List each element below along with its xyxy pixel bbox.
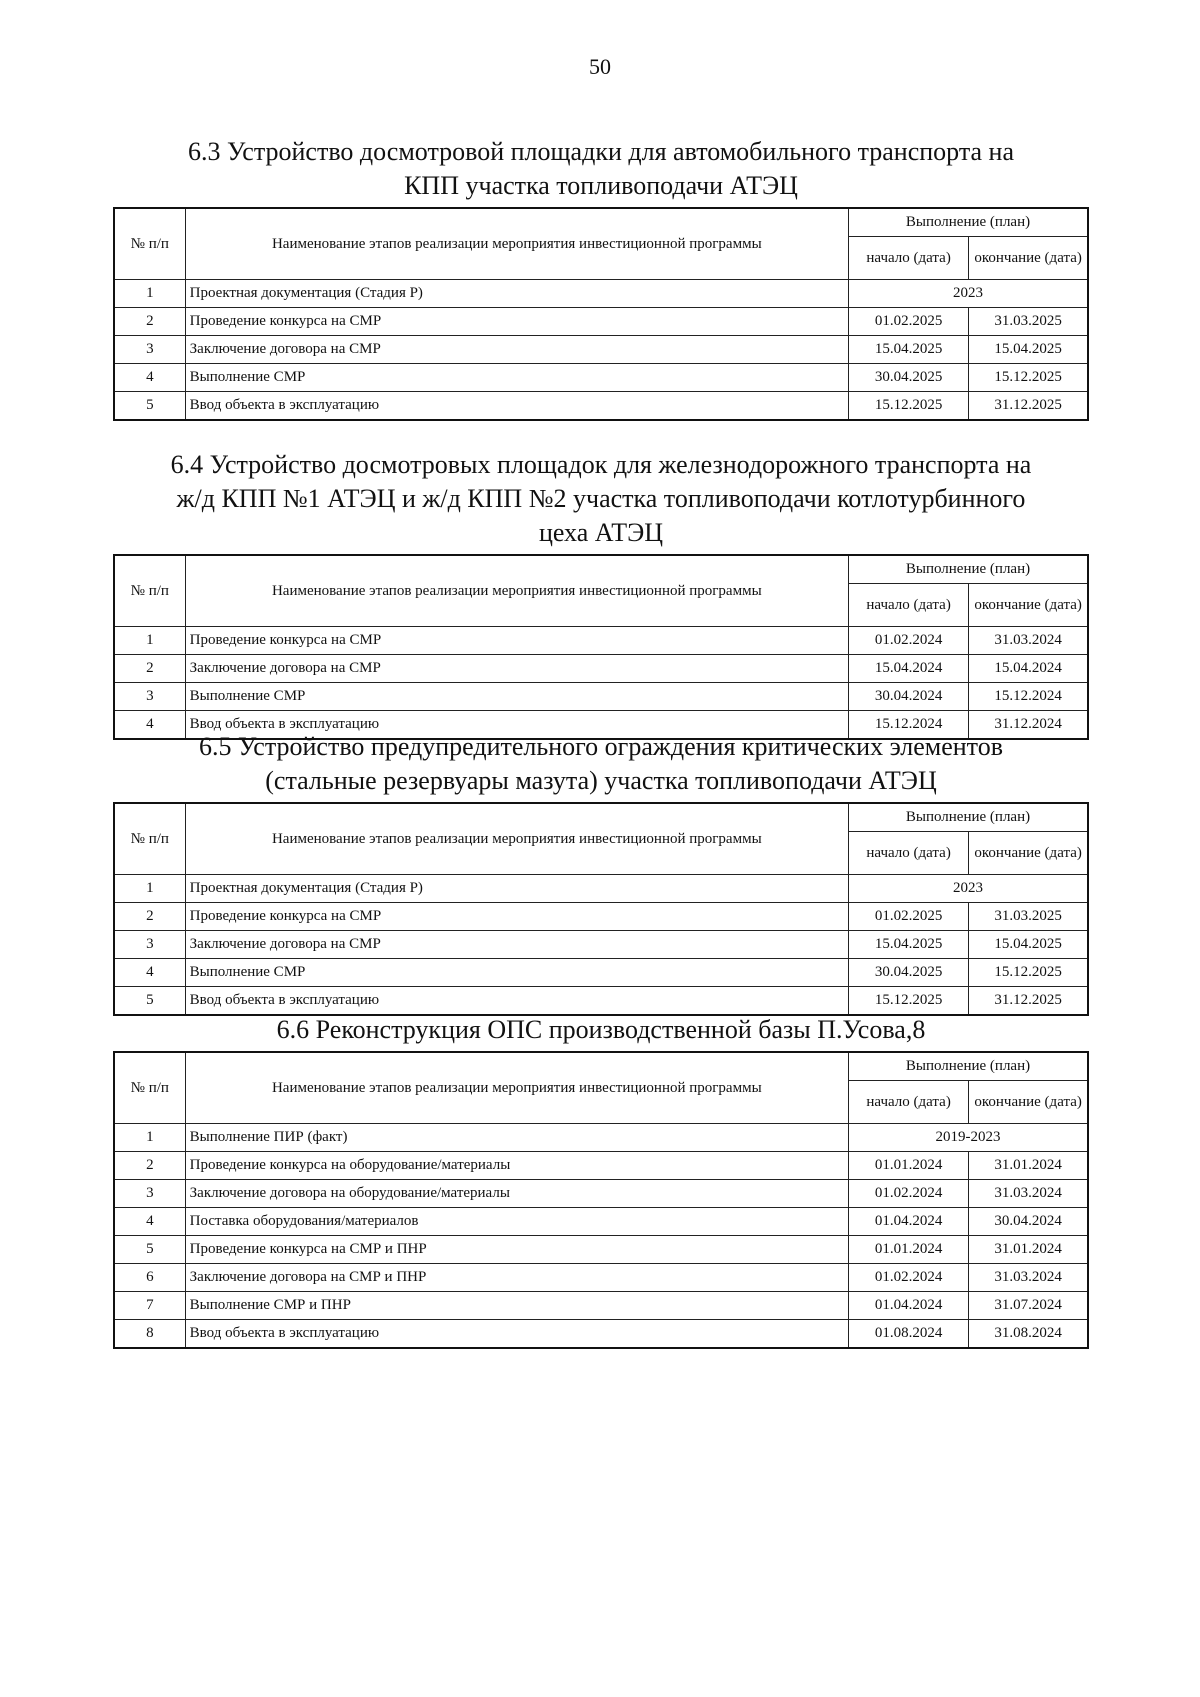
row-start-date: 15.04.2025 (848, 336, 968, 364)
section-title: 6.3 Устройство досмотровой площадки для автомобильного транспорта на КПП участка топливоподачи АТЭЦ (188, 137, 1014, 200)
row-name: Проведение конкурса на СМР (185, 627, 848, 655)
section-title: 6.6 Реконструкция ОПС производственной базы П.Усова,8 (276, 1015, 926, 1044)
row-number: 5 (114, 1236, 185, 1264)
row-end-date: 15.04.2024 (969, 655, 1088, 683)
row-start-date: 01.02.2025 (848, 308, 968, 336)
row-end-date: 15.04.2025 (969, 931, 1088, 959)
row-name: Заключение договора на СМР (185, 655, 848, 683)
header-end: окончание (дата) (969, 1081, 1088, 1124)
row-start-date: 15.04.2024 (848, 655, 968, 683)
header-start: начало (дата) (848, 1081, 968, 1124)
row-name: Выполнение СМР (185, 364, 848, 392)
row-name: Заключение договора на оборудование/материалы (185, 1180, 848, 1208)
row-end-date: 31.07.2024 (969, 1292, 1088, 1320)
row-number: 6 (114, 1264, 185, 1292)
row-name: Заключение договора на СМР и ПНР (185, 1264, 848, 1292)
table-row (114, 1180, 1088, 1208)
table-row (114, 1320, 1088, 1349)
row-end-date: 31.01.2024 (969, 1152, 1088, 1180)
header-row (114, 803, 1088, 832)
table-row (114, 959, 1088, 987)
row-number: 4 (114, 364, 185, 392)
row-number: 3 (114, 336, 185, 364)
row-end-date: 31.12.2025 (969, 987, 1088, 1016)
section-1 (113, 135, 1089, 421)
section-title: 6.5 Устройство предупредительного ограждения критических элементов (стальные резервуары мазута) участка топливоподачи АТЭЦ (199, 732, 1003, 795)
row-end-date: 31.03.2025 (969, 308, 1088, 336)
row-start-date: 01.02.2025 (848, 903, 968, 931)
table-row (114, 1292, 1088, 1320)
header-row (114, 555, 1088, 584)
row-end-date: 31.03.2025 (969, 903, 1088, 931)
row-end-date: 15.12.2024 (969, 683, 1088, 711)
section-4 (113, 1013, 1089, 1349)
schedule-table (113, 1051, 1089, 1349)
row-number: 2 (114, 1152, 185, 1180)
row-number: 7 (114, 1292, 185, 1320)
section-3 (113, 730, 1089, 1016)
header-execution: Выполнение (план) (848, 208, 1088, 237)
row-start-date: 15.04.2025 (848, 931, 968, 959)
row-number: 1 (114, 627, 185, 655)
row-start-date: 30.04.2025 (848, 364, 968, 392)
row-name: Проведение конкурса на СМР (185, 903, 848, 931)
table-row (114, 875, 1088, 903)
table-row (114, 1236, 1088, 1264)
section-title: 6.4 Устройство досмотровых площадок для железнодорожного транспорта на ж/д КПП №1 АТЭЦ и ж/д КПП №2 участка топливоподачи котлотурбинного цеха АТЭЦ (170, 450, 1032, 547)
row-number: 4 (114, 1208, 185, 1236)
row-number: 3 (114, 931, 185, 959)
row-end-date: 15.12.2025 (969, 364, 1088, 392)
table-row (114, 1264, 1088, 1292)
header-execution: Выполнение (план) (848, 803, 1088, 832)
section-2 (113, 448, 1089, 740)
row-start-date: 01.04.2024 (848, 1292, 968, 1320)
table-header (114, 208, 1088, 280)
table-body (114, 627, 1088, 740)
row-start-date: 01.02.2024 (848, 1180, 968, 1208)
row-end-date: 31.12.2025 (969, 392, 1088, 421)
row-name: Проведение конкурса на оборудование/материалы (185, 1152, 848, 1180)
row-name: Выполнение ПИР (факт) (185, 1124, 848, 1152)
schedule-table (113, 207, 1089, 421)
row-number: 3 (114, 1180, 185, 1208)
row-period: 2023 (848, 875, 1088, 903)
row-name: Заключение договора на СМР (185, 931, 848, 959)
row-name: Выполнение СМР (185, 959, 848, 987)
page-number: 50 (589, 54, 611, 79)
header-name: Наименование этапов реализации мероприятия инвестиционной программы (185, 555, 848, 627)
table-row (114, 308, 1088, 336)
table-body (114, 1124, 1088, 1349)
row-end-date: 31.01.2024 (969, 1236, 1088, 1264)
table-header (114, 555, 1088, 627)
row-number: 5 (114, 987, 185, 1016)
row-start-date: 15.12.2025 (848, 392, 968, 421)
header-start: начало (дата) (848, 237, 968, 280)
row-start-date: 01.04.2024 (848, 1208, 968, 1236)
table-row (114, 364, 1088, 392)
row-end-date: 15.12.2025 (969, 959, 1088, 987)
row-number: 1 (114, 280, 185, 308)
table-row (114, 627, 1088, 655)
table-row (114, 903, 1088, 931)
header-row (114, 208, 1088, 237)
row-name: Проведение конкурса на СМР и ПНР (185, 1236, 848, 1264)
row-name: Ввод объекта в эксплуатацию (185, 392, 848, 421)
header-name: Наименование этапов реализации мероприятия инвестиционной программы (185, 803, 848, 875)
table-row (114, 931, 1088, 959)
header-num: № п/п (114, 1052, 185, 1124)
row-name: Проектная документация (Стадия Р) (185, 875, 848, 903)
row-start-date: 15.12.2024 (848, 711, 968, 740)
row-name: Заключение договора на СМР (185, 336, 848, 364)
row-number: 4 (114, 959, 185, 987)
row-start-date: 01.02.2024 (848, 1264, 968, 1292)
row-end-date: 31.03.2024 (969, 1264, 1088, 1292)
table-row (114, 1208, 1088, 1236)
row-name: Выполнение СМР (185, 683, 848, 711)
row-end-date: 31.08.2024 (969, 1320, 1088, 1349)
schedule-table (113, 554, 1089, 740)
row-number: 1 (114, 1124, 185, 1152)
row-name: Проектная документация (Стадия Р) (185, 280, 848, 308)
row-number: 1 (114, 875, 185, 903)
row-start-date: 01.02.2024 (848, 627, 968, 655)
header-start: начало (дата) (848, 832, 968, 875)
header-row (114, 1052, 1088, 1081)
row-start-date: 30.04.2025 (848, 959, 968, 987)
row-name: Ввод объекта в эксплуатацию (185, 987, 848, 1016)
row-end-date: 31.03.2024 (969, 1180, 1088, 1208)
row-start-date: 15.12.2025 (848, 987, 968, 1016)
row-number: 4 (114, 711, 185, 740)
header-start: начало (дата) (848, 584, 968, 627)
schedule-table (113, 802, 1089, 1016)
table-row (114, 1152, 1088, 1180)
row-name: Проведение конкурса на СМР (185, 308, 848, 336)
row-end-date: 15.04.2025 (969, 336, 1088, 364)
row-name: Поставка оборудования/материалов (185, 1208, 848, 1236)
table-row (114, 392, 1088, 421)
row-end-date: 31.03.2024 (969, 627, 1088, 655)
row-name: Ввод объекта в эксплуатацию (185, 1320, 848, 1349)
header-name: Наименование этапов реализации мероприятия инвестиционной программы (185, 208, 848, 280)
row-number: 5 (114, 392, 185, 421)
header-execution: Выполнение (план) (848, 1052, 1088, 1081)
row-name: Ввод объекта в эксплуатацию (185, 711, 848, 740)
row-number: 3 (114, 683, 185, 711)
row-start-date: 01.08.2024 (848, 1320, 968, 1349)
header-end: окончание (дата) (969, 584, 1088, 627)
table-row (114, 336, 1088, 364)
table-header (114, 1052, 1088, 1124)
row-period: 2019-2023 (848, 1124, 1088, 1152)
header-num: № п/п (114, 208, 185, 280)
row-end-date: 30.04.2024 (969, 1208, 1088, 1236)
table-row (114, 1124, 1088, 1152)
header-end: окончание (дата) (969, 237, 1088, 280)
table-row (114, 987, 1088, 1016)
row-name: Выполнение СМР и ПНР (185, 1292, 848, 1320)
header-num: № п/п (114, 803, 185, 875)
table-row (114, 655, 1088, 683)
row-number: 2 (114, 903, 185, 931)
header-end: окончание (дата) (969, 832, 1088, 875)
row-number: 8 (114, 1320, 185, 1349)
header-execution: Выполнение (план) (848, 555, 1088, 584)
row-period: 2023 (848, 280, 1088, 308)
header-name: Наименование этапов реализации мероприятия инвестиционной программы (185, 1052, 848, 1124)
table-body (114, 875, 1088, 1016)
table-row (114, 683, 1088, 711)
header-num: № п/п (114, 555, 185, 627)
table-row (114, 280, 1088, 308)
table-header (114, 803, 1088, 875)
row-start-date: 30.04.2024 (848, 683, 968, 711)
row-start-date: 01.01.2024 (848, 1152, 968, 1180)
row-number: 2 (114, 655, 185, 683)
row-number: 2 (114, 308, 185, 336)
row-end-date: 31.12.2024 (969, 711, 1088, 740)
table-body (114, 280, 1088, 421)
row-start-date: 01.01.2024 (848, 1236, 968, 1264)
